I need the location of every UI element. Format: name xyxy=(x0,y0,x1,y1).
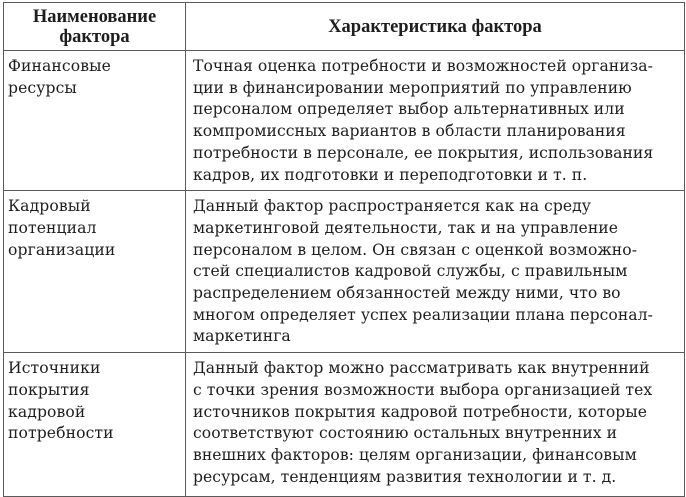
text-line: с точки зрения возможности выбора организацией тех xyxy=(193,380,653,399)
factor-name-cell xyxy=(4,353,186,497)
text-line: потребности xyxy=(8,424,114,443)
header-line: фактора xyxy=(59,26,130,47)
text-line: распределением обязанностей между ними, что во xyxy=(193,284,621,303)
table-row xyxy=(4,51,685,191)
text-line: покрытия xyxy=(8,380,90,399)
text-line: ресурсы xyxy=(8,78,77,97)
text-line: потенциал xyxy=(8,218,97,237)
text-line: Точная оценка потребности и возможностей организа- xyxy=(193,57,653,75)
factors-table xyxy=(3,2,685,497)
text-line: Данный фактор можно рассматривать как внутренний xyxy=(193,359,650,378)
text-line: источников покрытия кадровой потребности, которые xyxy=(193,402,648,421)
text-line: Финансовые xyxy=(8,57,111,75)
text-line: внешних факторов: целям организации, финансовым xyxy=(193,445,637,464)
header-factor-description: Характеристика фактора xyxy=(186,3,685,51)
text-line: организации xyxy=(8,240,116,259)
text-line: маркетинга xyxy=(193,327,291,346)
text-line: персоналом в целом. Он связан с оценкой возможно- xyxy=(193,240,638,259)
text-line: ресурсам, тенденциям развития технологии и т. д. xyxy=(193,467,617,486)
text-line: многом определяет успех реализации плана персонал- xyxy=(193,305,653,324)
text-line: Кадровый xyxy=(8,197,91,216)
text-line: персоналом определяет выбор альтернативных или xyxy=(193,100,625,119)
table-row xyxy=(4,353,685,497)
text-line: Источники xyxy=(8,359,101,378)
factor-description-cell xyxy=(186,51,685,191)
text-line: кадров, их подготовки и переподготовки и т. п. xyxy=(193,165,588,184)
text-line: маркетинговой деятельности, так и на управление xyxy=(193,218,618,237)
text-line: потребности в персонале, ее покрытия, использования xyxy=(193,143,654,162)
text-line: кадровой xyxy=(8,402,86,421)
factor-description-cell xyxy=(186,353,685,497)
header-factor-name xyxy=(4,3,186,51)
factor-name-cell xyxy=(4,51,186,191)
factor-description-cell xyxy=(186,191,685,353)
header-line: Наименование xyxy=(32,6,157,27)
text-line: соответствуют состоянию остальных внутренних и xyxy=(193,424,618,443)
factor-name-cell xyxy=(4,191,186,353)
text-line: Данный фактор распространяется как на среду xyxy=(193,197,592,216)
text-line: стей специалистов кадровой службы, с правильным xyxy=(193,262,628,281)
text-line: компромиссных вариантов в области планирования xyxy=(193,122,626,141)
table-row xyxy=(4,191,685,353)
text-line: ции в финансировании мероприятий по управлению xyxy=(193,78,632,97)
header-row xyxy=(4,3,685,51)
